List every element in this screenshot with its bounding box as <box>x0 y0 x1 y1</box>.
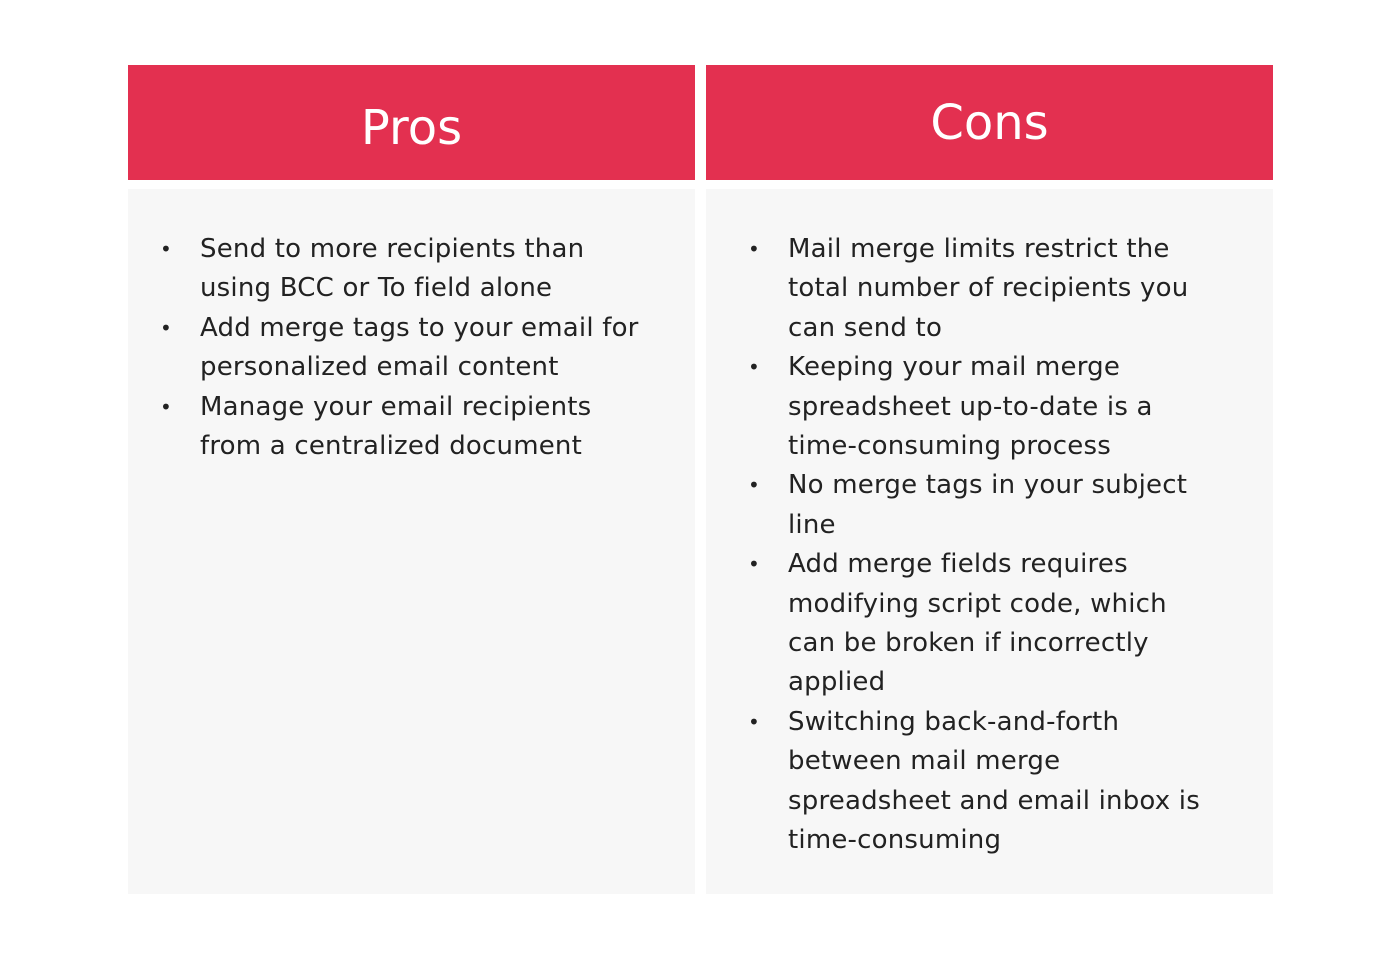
pros-column <box>128 65 695 894</box>
list-item <box>160 309 675 388</box>
cons-item-text: Mail merge limits restrict the total number of recipients you can send to <box>788 234 1189 343</box>
cons-item-text: Keeping your mail merge spreadsheet up-to-date is a time-consuming process <box>788 352 1153 462</box>
pros-item-text: Add merge tags to your email for personalized email content <box>200 312 639 383</box>
list-item <box>748 545 1253 703</box>
pros-item-text: Send to more recipients than using BCC or To field alone <box>200 234 585 304</box>
cons-item-text: No merge tags in your subject line <box>788 470 1188 540</box>
pros-panel <box>128 189 695 894</box>
cons-list <box>748 230 1253 861</box>
cons-title: Cons <box>930 94 1049 151</box>
list-item <box>748 348 1253 466</box>
bullet-icon: • <box>160 315 172 340</box>
list-item <box>748 466 1253 545</box>
bullet-icon: • <box>748 709 760 734</box>
cons-header <box>706 65 1273 180</box>
bullet-icon: • <box>748 237 760 261</box>
pros-list <box>160 230 675 466</box>
bullet-icon: • <box>160 237 172 261</box>
pros-header <box>128 65 695 180</box>
pros-item-text: Manage your email recipients from a centralized document <box>200 391 592 462</box>
bullet-icon: • <box>748 552 760 577</box>
cons-column <box>706 65 1273 894</box>
bullet-icon: • <box>160 394 172 419</box>
list-item <box>160 230 675 309</box>
pros-title: Pros <box>360 99 463 156</box>
list-item <box>160 388 675 467</box>
list-item <box>748 230 1253 348</box>
bullet-icon: • <box>748 355 760 380</box>
list-item <box>748 703 1253 861</box>
bullet-icon: • <box>748 473 760 498</box>
cons-panel <box>706 189 1273 894</box>
cons-item-text: Add merge fields requires modifying script code, which can be broken if incorrectly applied <box>788 549 1167 698</box>
cons-item-text: Switching back-and-forth between mail merge spreadsheet and email inbox is time-consuming <box>788 706 1200 856</box>
